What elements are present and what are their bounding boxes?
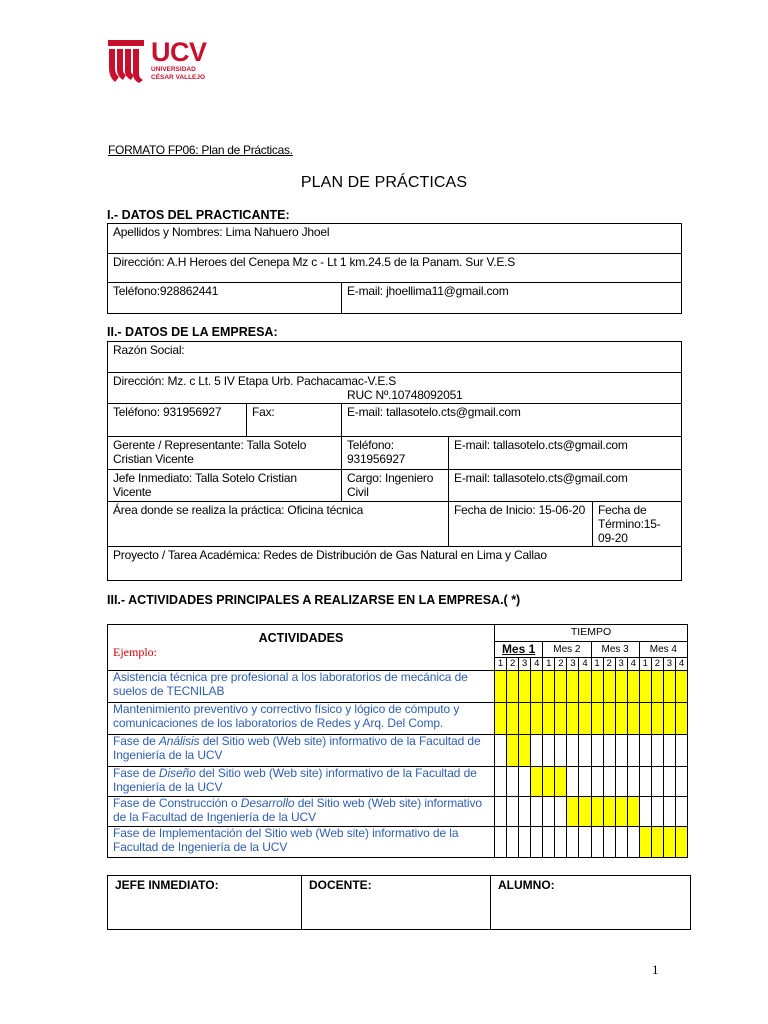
empresa-fax: Fax: (247, 404, 342, 437)
week-header-m2-w4: 4 (579, 658, 591, 671)
schedule-cell (651, 735, 663, 767)
section3-title: III.- ACTIVIDADES PRINCIPALES A REALIZARSE EN LA EMPRESA.( *) (107, 593, 521, 607)
schedule-cell-active (639, 827, 651, 858)
schedule-cell (651, 797, 663, 827)
activity-description (108, 767, 495, 797)
schedule-cell (555, 797, 567, 827)
week-header-m4-w2: 2 (651, 658, 663, 671)
schedule-cell-active (567, 671, 579, 703)
empresa-table (107, 341, 682, 581)
activity-text: Análisis (158, 734, 200, 748)
activity-row (108, 735, 688, 767)
schedule-cell (531, 735, 543, 767)
schedule-cell-active (591, 703, 603, 735)
area-practica: Área donde se realiza la práctica: Oficina técnica (108, 502, 449, 547)
schedule-cell (567, 735, 579, 767)
page-number: 1 (652, 962, 659, 977)
ucv-shield-icon (106, 38, 146, 84)
empresa-direccion-row (108, 373, 682, 404)
schedule-cell-active (615, 671, 627, 703)
schedule-cell-active (603, 671, 615, 703)
schedule-cell (615, 767, 627, 797)
schedule-cell-active (519, 671, 531, 703)
schedule-cell (639, 767, 651, 797)
activity-text: Fase de (113, 766, 159, 780)
schedule-cell (603, 735, 615, 767)
tiempo-header: TIEMPO (495, 625, 688, 642)
activity-text: Fase de Implementación del Sitio web (Web site) informativo de la Facultad de Ingeniería de la UCV (113, 826, 459, 854)
schedule-cell (639, 797, 651, 827)
firma-jefe-inmediato: JEFE INMEDIATO: (108, 876, 302, 930)
logo-line2: CÉSAR VALLEJO (151, 73, 206, 81)
schedule-cell-active (567, 703, 579, 735)
schedule-cell (651, 767, 663, 797)
schedule-cell-active (579, 703, 591, 735)
schedule-cell-active (639, 703, 651, 735)
schedule-cell-active (591, 797, 603, 827)
week-header-m4-w1: 1 (639, 658, 651, 671)
activity-text: del Sitio web (Web site) informativo de la Facultad de Ingeniería de la UCV (113, 766, 477, 794)
schedule-cell (519, 767, 531, 797)
schedule-cell (495, 797, 507, 827)
schedule-cell (543, 797, 555, 827)
activity-description (108, 671, 495, 703)
week-header-m1-w4: 4 (531, 658, 543, 671)
activity-text: Desarrollo (240, 796, 295, 810)
schedule-cell (663, 767, 675, 797)
schedule-cell-active (555, 767, 567, 797)
section2-title: II.- DATOS DE LA EMPRESA: (107, 325, 278, 339)
activity-text: del Sitio web (Web site) informativo de la Facultad de Ingeniería de la UCV (113, 796, 482, 824)
schedule-cell (591, 827, 603, 858)
ucv-logo-text (151, 38, 207, 81)
schedule-cell (675, 735, 687, 767)
empresa-razon-social: Razón Social: (108, 342, 682, 373)
week-header-m2-w3: 3 (567, 658, 579, 671)
schedule-cell-active (543, 671, 555, 703)
week-header-m1-w3: 3 (519, 658, 531, 671)
schedule-cell (567, 767, 579, 797)
schedule-cell-active (531, 767, 543, 797)
gerente: Gerente / Representante: Talla Sotelo Cristian Vicente (108, 437, 342, 470)
schedule-cell-active (675, 671, 687, 703)
schedule-cell-active (531, 671, 543, 703)
schedule-cell (519, 827, 531, 858)
schedule-cell (627, 767, 639, 797)
month-header-4: Mes 4 (639, 642, 687, 658)
schedule-cell (495, 767, 507, 797)
schedule-cell-active (507, 703, 519, 735)
week-header-m1-w2: 2 (507, 658, 519, 671)
activity-description (108, 797, 495, 827)
activity-row (108, 703, 688, 735)
schedule-cell-active (651, 703, 663, 735)
gerente-email: E-mail: tallasotelo.cts@gmail.com (449, 437, 682, 470)
empresa-telefono: Teléfono: 931956927 (108, 404, 247, 437)
schedule-cell (591, 767, 603, 797)
activity-text: Fase de (113, 734, 159, 748)
week-header-m2-w1: 1 (543, 658, 555, 671)
activity-description (108, 827, 495, 858)
jefe-inmediato: Jefe Inmediato: Talla Sotelo Cristian Vicente (108, 470, 342, 502)
schedule-cell-active (519, 703, 531, 735)
practicante-telefono: Teléfono:928862441 (108, 283, 342, 314)
schedule-cell-active (627, 671, 639, 703)
month-header-2: Mes 2 (543, 642, 591, 658)
schedule-cell-active (543, 703, 555, 735)
activity-text: Mantenimiento preventivo y correctivo físico y lógico de cómputo y comunicaciones de los laboratorios de Redes y Arq. Del Comp. (113, 702, 460, 730)
week-header-m2-w2: 2 (555, 658, 567, 671)
schedule-cell-active (663, 827, 675, 858)
logo-name: UCV (151, 37, 207, 67)
schedule-cell-active (591, 671, 603, 703)
month-header-1: Mes 1 (495, 642, 543, 658)
jefe-email: E-mail: tallasotelo.cts@gmail.com (449, 470, 682, 502)
schedule-cell (543, 827, 555, 858)
schedule-cell-active (507, 735, 519, 767)
schedule-cell (579, 767, 591, 797)
schedule-cell (615, 827, 627, 858)
schedule-cell-active (627, 703, 639, 735)
gerente-telefono: Teléfono: 931956927 (342, 437, 449, 470)
schedule-cell-active (543, 767, 555, 797)
schedule-cell-active (519, 735, 531, 767)
schedule-cell (579, 827, 591, 858)
schedule-cell (675, 767, 687, 797)
activity-description (108, 703, 495, 735)
schedule-cell (627, 735, 639, 767)
actividades-header: ACTIVIDADES (258, 631, 344, 645)
activity-row (108, 671, 688, 703)
page-title: PLAN DE PRÁCTICAS (300, 174, 468, 191)
week-header-m3-w2: 2 (603, 658, 615, 671)
schedule-cell-active (675, 703, 687, 735)
fecha-termino: Fecha de Término:15-09-20 (593, 502, 682, 547)
logo-line1: UNIVERSIDAD (151, 66, 196, 73)
ucv-logo (106, 38, 146, 89)
week-header-m1-w1: 1 (495, 658, 507, 671)
schedule-cell-active (639, 671, 651, 703)
activity-text: Fase de Construcción o (113, 796, 241, 810)
week-header-m3-w3: 3 (615, 658, 627, 671)
schedule-cell (603, 767, 615, 797)
activity-row (108, 767, 688, 797)
activity-description (108, 735, 495, 767)
proyecto: Proyecto / Tarea Académica: Redes de Distribución de Gas Natural en Lima y Callao (108, 547, 682, 581)
schedule-cell (507, 827, 519, 858)
week-header-m3-w1: 1 (591, 658, 603, 671)
empresa-email: E-mail: tallasotelo.cts@gmail.com (342, 404, 682, 437)
jefe-cargo: Cargo: Ingeniero Civil (342, 470, 449, 502)
schedule-cell (543, 735, 555, 767)
schedule-cell-active (663, 671, 675, 703)
schedule-cell (675, 797, 687, 827)
activity-text: Diseño (158, 766, 196, 780)
activity-row (108, 797, 688, 827)
empresa-direccion: Dirección: Mz. c Lt. 5 IV Etapa Urb. Pachacamac-V.E.S (113, 374, 397, 388)
schedule-cell-active (603, 797, 615, 827)
month-header-3: Mes 3 (591, 642, 639, 658)
schedule-cell-active (651, 671, 663, 703)
fecha-inicio: Fecha de Inicio: 15-06-20 (449, 502, 593, 547)
schedule-cell (531, 797, 543, 827)
schedule-cell-active (675, 827, 687, 858)
practicante-direccion: Dirección: A.H Heroes del Cenepa Mz c - Lt 1 km.24.5 de la Panam. Sur V.E.S (108, 254, 682, 283)
practicante-email: E-mail: jhoellima11@gmail.com (342, 283, 682, 314)
practicante-nombres: Apellidos y Nombres: Lima Nahuero Jhoel (108, 224, 682, 254)
practicante-table (107, 223, 682, 314)
week-header-m4-w4: 4 (675, 658, 687, 671)
schedule-cell (591, 735, 603, 767)
activity-text: Asistencia técnica pre profesional a los laboratorios de mecánica de suelos de TECNILAB (113, 670, 468, 698)
schedule-cell-active (579, 797, 591, 827)
schedule-cell (639, 735, 651, 767)
schedule-cell (567, 827, 579, 858)
schedule-cell-active (495, 671, 507, 703)
formato-label: FORMATO FP06: Plan de Prácticas. (108, 143, 293, 157)
activity-row (108, 827, 688, 858)
schedule-cell-active (531, 703, 543, 735)
schedule-cell-active (495, 703, 507, 735)
schedule-cell-active (651, 827, 663, 858)
schedule-cell-active (615, 797, 627, 827)
schedule-cell-active (615, 703, 627, 735)
week-header-m3-w4: 4 (627, 658, 639, 671)
schedule-cell (663, 797, 675, 827)
signatures-table (107, 875, 691, 930)
schedule-cell (555, 735, 567, 767)
actividades-header-cell (108, 625, 495, 671)
schedule-cell (627, 827, 639, 858)
schedule-cell-active (579, 671, 591, 703)
schedule-cell-active (507, 671, 519, 703)
schedule-cell-active (603, 703, 615, 735)
schedule-cell (663, 735, 675, 767)
schedule-cell-active (663, 703, 675, 735)
section1-title: I.- DATOS DEL PRACTICANTE: (107, 208, 290, 222)
week-header-m4-w3: 3 (663, 658, 675, 671)
actividades-table (107, 624, 688, 858)
schedule-cell (495, 827, 507, 858)
schedule-cell (603, 827, 615, 858)
schedule-cell (519, 797, 531, 827)
schedule-cell (579, 735, 591, 767)
schedule-cell (507, 767, 519, 797)
schedule-cell (507, 797, 519, 827)
firma-alumno: ALUMNO: (491, 876, 691, 930)
empresa-ruc: RUC Nº.10748092051 (347, 388, 463, 402)
schedule-cell-active (567, 797, 579, 827)
firma-docente: DOCENTE: (302, 876, 491, 930)
schedule-cell-active (627, 797, 639, 827)
activity-text: del Sitio web (Web site) informativo de la Facultad de Ingeniería de la UCV (113, 734, 481, 762)
schedule-cell (555, 827, 567, 858)
schedule-cell-active (555, 671, 567, 703)
schedule-cell (531, 827, 543, 858)
schedule-cell-active (555, 703, 567, 735)
ejemplo-label: Ejemplo: (113, 644, 157, 659)
schedule-cell (495, 735, 507, 767)
schedule-cell (615, 735, 627, 767)
